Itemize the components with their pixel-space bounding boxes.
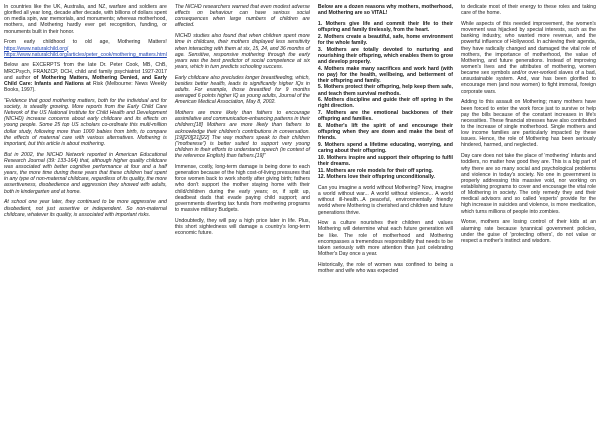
quote-paragraph: At school one year later, they continued to be more aggressive and disobedient, not just assertive or independent. So non-maternal childcare, whatever its quality, is associated with important risks. [4, 199, 167, 218]
quote-paragraph: NICHD studies also found that when children spent more time in childcare, their mothers displayed less sensitivity when interacting with them at six, 15, 24, and 36 months of age. Sensitive, responsive mothering through the early years was the best predictor of social competence at six years, which in turn predicts schooling success. [174, 33, 310, 70]
list-item: 4. Mothers make many sacrifices and work hard (with no pay) for the health, wellbeing, and betterment of their offspring and family. [317, 65, 453, 84]
paragraph-text: Below are EXCERPTS from the late Dr. Peter Cook, MB, ChB, MRCPsych, FRANZCP, DCH, child and family psychiatrist 1927-2017 and author [4, 62, 167, 81]
paragraph-text: From early childhood to old age, Mothering Matters! [4, 39, 167, 46]
reasons-list [318, 21, 453, 180]
paragraph: While aspects of this needed improvement, the women's movement was hijacked by special interests, such as the banking industry, who wanted more revenue, and the powerful influence of Hollywood. In achieving their agenda, they have radically changed and damaged the vital role of mothers, the importance of motherhood, the value of Mothering, and future generations. Instead of improving women's lives and the attributes of mothering, women became sex symbols and/or over-worked slaves of a bad, unsustainable system. And, war has been glorified to encourage men (and now women) to fight immoral, foreign corporate wars. [460, 20, 596, 95]
quote-paragraph: Mothers are more likely than fathers to encourage assimilative and communication-enhancing patterns in their children;[18] Mothers are more likely than fathers to acknowledge their children's contributions in conversation.[19][20][21][22] The way mothers speak to their children (“motherese”) is better suited to support very young children in their efforts to understand speech (in context of the reference English) than fathers.[19]” [174, 110, 310, 160]
quote-paragraph: Early childcare also precludes longer breastfeeding, which, besides better health, leads to significantly higher IQs in adults. For example, those breastfed for 9 months averaged 6 points higher IQ as young adults, Journal of the American Medical Association, May 8, 2002. [174, 74, 310, 106]
reasons-intro: Below are a dozen reasons why mothers, motherhood, and Mothering are so VITAL! [317, 4, 453, 17]
book-titles: of Mothering Matters, Mothering Denied, and Early Child Care: Infants and Nations at [4, 74, 167, 87]
paragraph: Day care does not take the place of ‘mothering’ infants and toddlers, no matter how good they are. This is a big part of why there are so many social and psychological problems and violence in today's society. No one in government is properly addressing this massive void, nor working on establishing programs to cover and encourage the vital role of Mothering in society. The only remedy they and their medical advisors and so called 'experts' provide for the high increase in suicides and violence, is more medication, which turns millions of people into zombies. [460, 153, 596, 215]
paragraph: Immense, costly, long-term damage is being done to each generation because of the high cost-of-living pressures that force women back to work shortly after giving birth; fathers who don't support the mother staying home with their child/children during the early years; or, if split up, deadbeat dads that evade paying child support; and governments diverting tax funds from mothering programs to massive military Budgets. [174, 163, 310, 214]
link-mothering-matters[interactable]: https://www.naturalchild.org/articles/peter_cook/mothering_matters.html [4, 51, 167, 58]
list-item: 9. Mothers spend a lifetime educating, worrying, and caring about their offspring. [317, 141, 453, 155]
quote-paragraph: “Evidence that good mothering matters, both for the individual and for society, is steadily growing. More reports from the Early Child Care Network of the US National Institute for Child Health and Development (NICHD) increase concerns about early childcare and its effects on young people. Some 25 top US scholars co-ordinate this multi-million dollar study, following more than 1000 babies from birth, to compare the effects of maternal care with various alternatives. Mothering is important, but this article is about mothering. [4, 97, 167, 147]
paragraph-author [4, 62, 167, 93]
paragraph: Adding to this assault on Mothering; many mothers have been forced to enter the work force just to survive or help pay the bills because of the constant increases in life's necessities. These financial stresses have also contributed to the increase of single motherhood. Single mothers and low income families are particularly impacted by these issues. Hence, the role of Mothering has been seriously hindered, harmed, and neglected. [460, 99, 596, 149]
column-1 [4, 4, 167, 424]
paragraph: How a culture nourishes their children and values Mothering will determine what each future generation will be like. The role of motherhood and Mothering encompasses a tremendous responsibility that needs to be taken seriously with more attention than just celebrating Mother's Day once a year. [317, 220, 453, 258]
list-item: 10. Mothers inspire and support their offspring to fulfil their dreams. [317, 154, 453, 167]
list-item: 7. Mothers are the emotional backbones of their offspring and families. [317, 110, 453, 123]
quote-paragraph: But in 2002, the NICHD Network reported in American Educational Research Journal (39: 133-164) that, although higher quality childcare was associated with better cognitive performance at four and a half years, the more time during these years that these children had spent in any type of non-maternal childcare, regardless of its quality, the more assertiveness, disobedience and aggression they showed with adults, both in kindergarten and at home. [4, 151, 167, 195]
paragraph: Undoubtedly, they will pay a high price later in life. Plus, this short sightedness will damage a country's long-term economic future. [174, 217, 310, 237]
column-2 [175, 4, 310, 424]
list-item: 1. Mothers give life and commit their life to their offspring and family tirelessly, from the heart. [317, 20, 453, 34]
column-3 [318, 4, 453, 424]
list-item: 3. Mothers are totally devoted to nurturing and nourishing their offspring, which enables them to grow and develop properly. [317, 46, 453, 65]
paragraph-links [4, 39, 167, 57]
column-4 [461, 4, 596, 424]
list-item: 6. Mothers discipline and guide their off spring in the right direction. [317, 97, 453, 110]
paragraph: Can you imagine a world without Mothering? Now, imagine a world without war... A world without violence... A world without ill-health...A peaceful, environmentally friendly world where Mothering is cherished and children and future generations thrive. [317, 184, 453, 216]
list-item: 12. Mothers love their offspring unconditionally. [317, 174, 435, 181]
list-item: 8. Mother's lift the spirit of and encourage their offspring when they are down and make the best of friends. [317, 122, 453, 142]
paragraph: In countries like the UK, Australia, and NZ, warfare and soldiers are glorified all year long, decade after decade, with billions of dollars spent on media spin, war memorials, and monuments; whereas motherhood, mothers, and Mothering hardly ever get recognition, funding, or monuments built in their honor. [4, 4, 167, 35]
paragraph: Worse, mothers are losing control of their kids at an alarming rate because tyrannical government policies, under the guise of 'protecting others', do not value or respect a mother's instinct and wisdom. [460, 219, 596, 244]
list-item: 5. Mothers protect their offspring, help keep them safe, and teach them survival methods. [317, 84, 453, 97]
paragraph: to dedicate most of their energy to these roles and taking care of the home. [460, 4, 596, 17]
quote-paragraph: The NICHD researchers warned that even modest adverse effects on behaviour can have serious social consequences when large numbers of children are affected. [174, 4, 310, 29]
list-item: 2. Mothers create a beautiful, safe, home environment for the whole family. [317, 33, 453, 46]
list-item: 11. Mothers are role models for their off spring. [317, 167, 434, 174]
paragraph-text: Risk (Melbourne: News Weekly Books, 1997). [4, 80, 167, 94]
paragraph: Historically, the role of women was confined to being a mother and wife who was expected [317, 261, 453, 274]
link-naturalchild[interactable]: https://www.naturalchild.org/ [4, 45, 69, 52]
